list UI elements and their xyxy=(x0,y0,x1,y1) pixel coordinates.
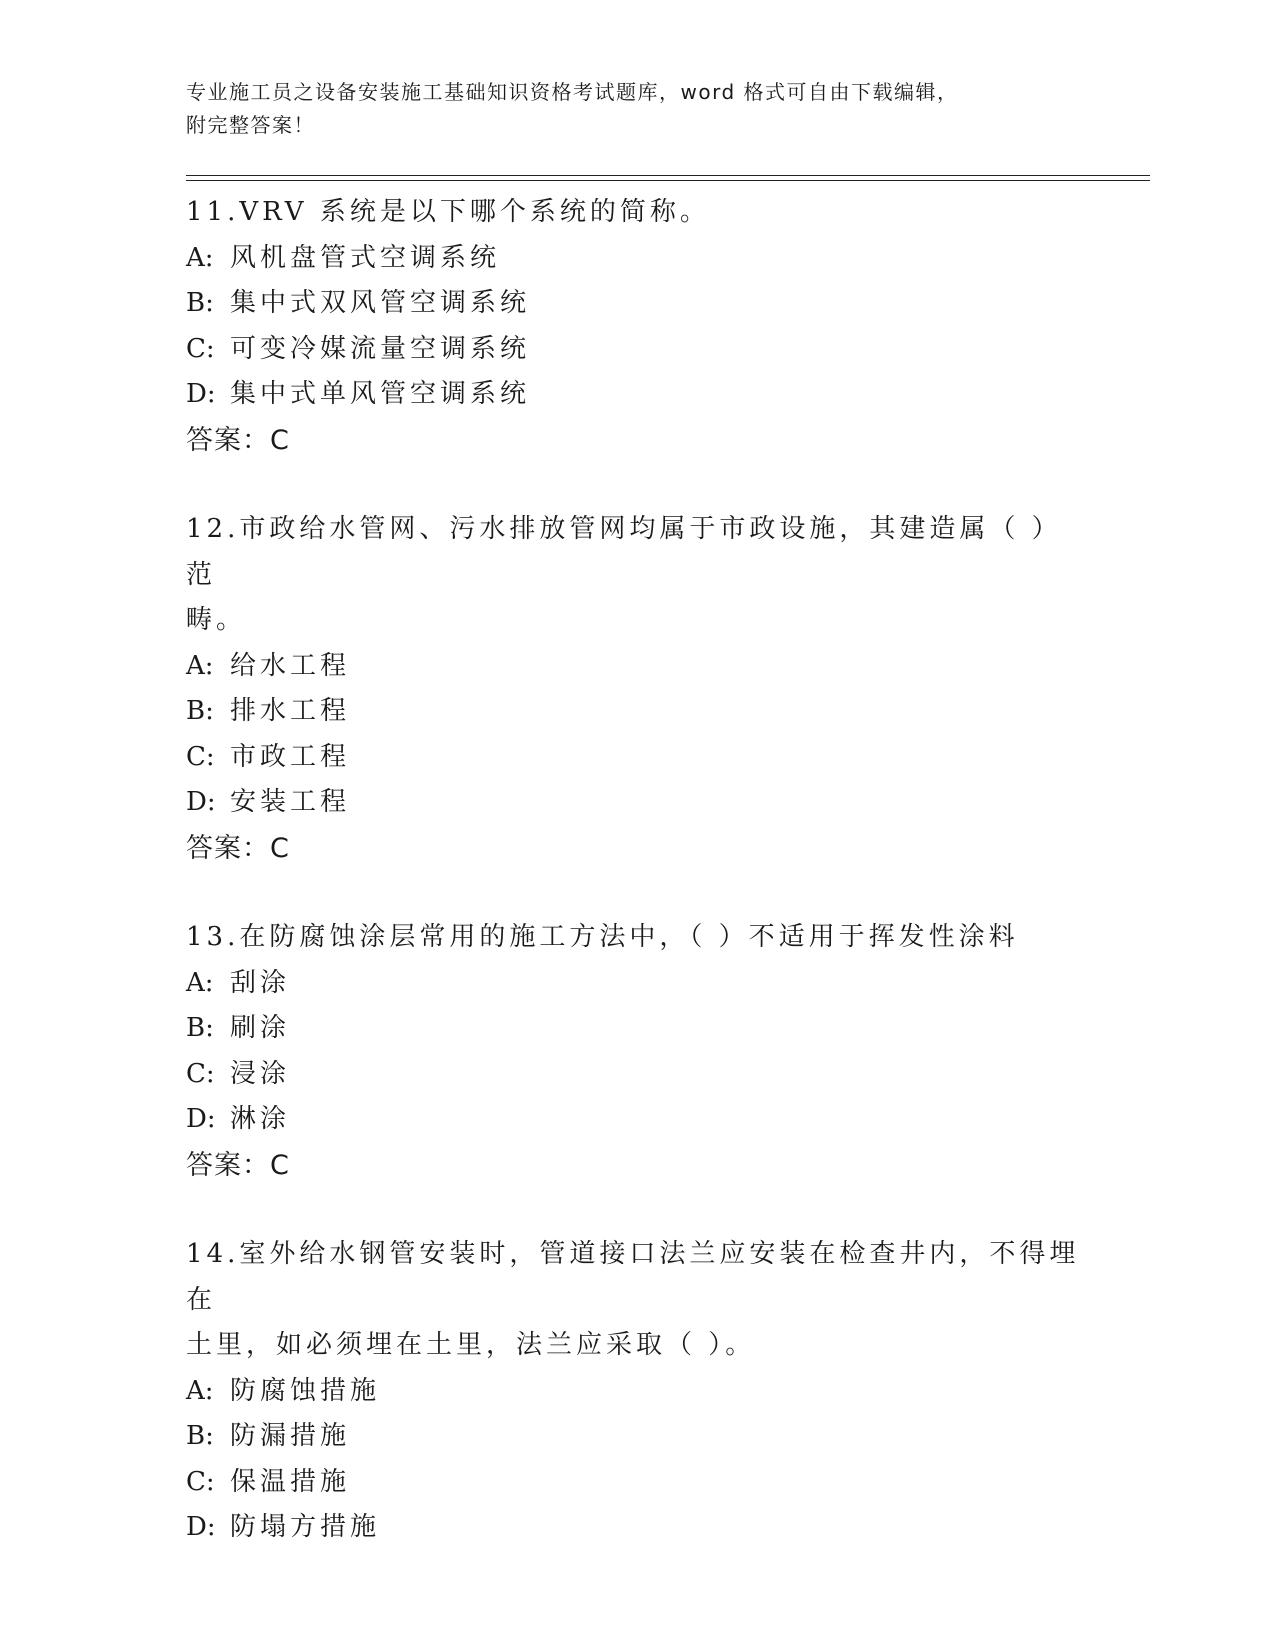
question-11 xyxy=(186,190,1086,463)
option-text: 保温措施 xyxy=(230,1466,351,1497)
option-b xyxy=(186,689,1086,735)
option-a xyxy=(186,1369,1086,1415)
option-label: A: xyxy=(186,967,214,998)
option-c xyxy=(186,327,1086,373)
option-c xyxy=(186,1460,1086,1506)
option-text: 排水工程 xyxy=(230,696,351,726)
answer-line: 答案：C xyxy=(186,1149,290,1181)
question-list xyxy=(186,190,1086,1595)
answer-line: 答案：C xyxy=(186,832,290,864)
question-stem-line-1: 14.室外给水钢管安装时，管道接口法兰应安装在检查井内，不得埋在 xyxy=(186,1239,1080,1315)
option-text: 集中式单风管空调系统 xyxy=(230,379,531,409)
question-stem-line-2: 畴。 xyxy=(186,605,247,635)
option-label: D: xyxy=(186,1512,216,1542)
option-text: 刷涂 xyxy=(230,1013,291,1043)
option-text: 市政工程 xyxy=(230,741,351,772)
option-d xyxy=(186,780,1086,826)
option-text: 集中式双风管空调系统 xyxy=(230,288,531,318)
option-d xyxy=(186,1097,1086,1143)
option-label: D: xyxy=(186,1104,216,1134)
option-label: B: xyxy=(186,288,214,318)
header-divider-top xyxy=(186,175,1150,176)
option-a xyxy=(186,236,1086,282)
option-label: A: xyxy=(186,650,214,681)
option-label: C: xyxy=(186,741,215,772)
option-text: 防塌方措施 xyxy=(230,1512,381,1542)
document-header xyxy=(186,76,1086,142)
option-text: 淋涂 xyxy=(230,1104,291,1134)
option-a xyxy=(186,961,1086,1007)
header-line-1: 专业施工员之设备安装施工基础知识资格考试题库，word 格式可自由下载编辑， xyxy=(186,80,959,104)
question-14 xyxy=(186,1232,1086,1551)
header-line-2: 附完整答案！ xyxy=(186,113,315,137)
option-d xyxy=(186,1505,1086,1551)
option-label: D: xyxy=(186,787,216,817)
option-text: 浸涂 xyxy=(230,1058,291,1089)
option-c xyxy=(186,735,1086,781)
question-stem-line-2: 土里，如必须埋在土里，法兰应采取（ ）。 xyxy=(186,1330,756,1360)
option-d xyxy=(186,372,1086,418)
option-label: B: xyxy=(186,1421,214,1451)
option-b xyxy=(186,1414,1086,1460)
option-c xyxy=(186,1052,1086,1098)
question-stem-line-1: 12.市政给水管网、污水排放管网均属于市政设施，其建造属（ ）范 xyxy=(186,514,1062,590)
option-b xyxy=(186,281,1086,327)
option-label: B: xyxy=(186,696,214,726)
option-b xyxy=(186,1006,1086,1052)
header-divider-bottom xyxy=(186,180,1150,181)
question-stem: 11.VRV 系统是以下哪个系统的简称。 xyxy=(186,197,710,227)
question-stem: 13.在防腐蚀涂层常用的施工方法中，（ ）不适用于挥发性涂料 xyxy=(186,922,1019,952)
option-label: C: xyxy=(186,1466,215,1497)
option-text: 防腐蚀措施 xyxy=(230,1375,381,1406)
option-text: 风机盘管式空调系统 xyxy=(230,242,501,273)
option-label: D: xyxy=(186,379,216,409)
option-text: 防漏措施 xyxy=(230,1421,351,1451)
option-label: A: xyxy=(186,242,214,273)
option-label: A: xyxy=(186,1375,214,1406)
option-text: 可变冷媒流量空调系统 xyxy=(230,333,531,364)
option-a xyxy=(186,644,1086,690)
option-text: 给水工程 xyxy=(230,650,351,681)
question-12 xyxy=(186,507,1086,871)
option-label: C: xyxy=(186,1058,215,1089)
option-text: 刮涂 xyxy=(230,967,291,998)
option-label: C: xyxy=(186,333,215,364)
answer-line: 答案：C xyxy=(186,424,290,456)
question-13 xyxy=(186,915,1086,1188)
option-text: 安装工程 xyxy=(230,787,351,817)
option-label: B: xyxy=(186,1013,214,1043)
